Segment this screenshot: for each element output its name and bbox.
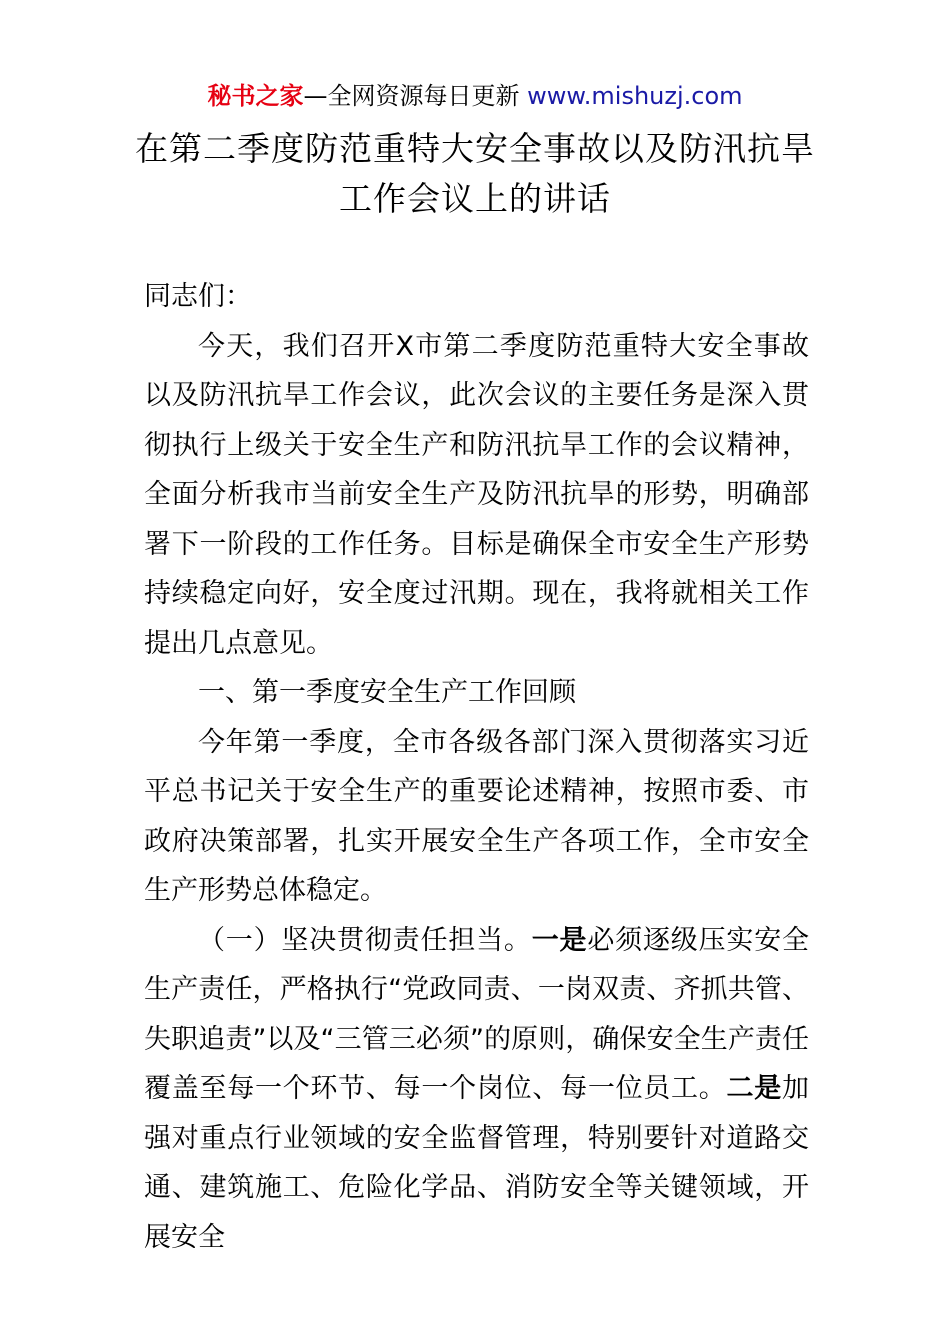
- salutation: 同志们：: [144, 281, 252, 312]
- header-banner: [0, 80, 950, 112]
- paragraph-responsibility: [144, 916, 809, 1263]
- point-one-text: 必须逐级压实安全生产责任，严格执行“党政同责、一岗双责、齐抓共管、失职追责”以及“三管三必须”的原则，确保安全生产责任覆盖至每一个环节、每一个岗位、每一位员工。: [144, 924, 810, 1104]
- paragraph-review: 今年第一季度，全市各级各部门深入贯彻落实习近平总书记关于安全生产的重要论述精神，按照市委、市政府决策部署，扎实开展安全生产各项工作，全市安全生产形势总体稳定。: [144, 726, 809, 906]
- document-body: [144, 272, 809, 1262]
- section-heading-1: 一、第一季度安全生产工作回顾: [198, 677, 576, 708]
- header-tagline: —全网资源每日更新: [303, 82, 528, 110]
- document-title: [0, 124, 950, 224]
- title-line-1: 在第二季度防范重特大安全事故以及防汛抗旱: [135, 129, 815, 168]
- paragraph-intro: 今天，我们召开X市第二季度防范重特大安全事故以及防汛抗旱工作会议，此次会议的主要任务是深入贯彻执行上级关于安全生产和防汛抗旱工作的会议精神，全面分析我市当前安全生产及防汛抗旱的形势，明确部署下一阶段的工作任务。目标是确保全市安全生产形势持续稳定向好，安全度过汛期。现在，我将就相关工作提出几点意见。: [144, 330, 809, 659]
- site-url: www.mishuzj.com: [527, 82, 743, 110]
- point-two-text: 加强对重点行业领域的安全监督管理，特别要针对道路交通、建筑施工、危险化学品、消防安全等关键领域，开展安全: [144, 1073, 810, 1253]
- brand-name: 秘书之家: [207, 82, 304, 110]
- point-two-label: 二是: [726, 1073, 783, 1104]
- point-one-label: 一是: [531, 924, 588, 956]
- subsection-heading: （一）坚决贯彻责任担当。: [198, 924, 532, 956]
- title-line-2: 工作会议上的讲话: [339, 179, 611, 218]
